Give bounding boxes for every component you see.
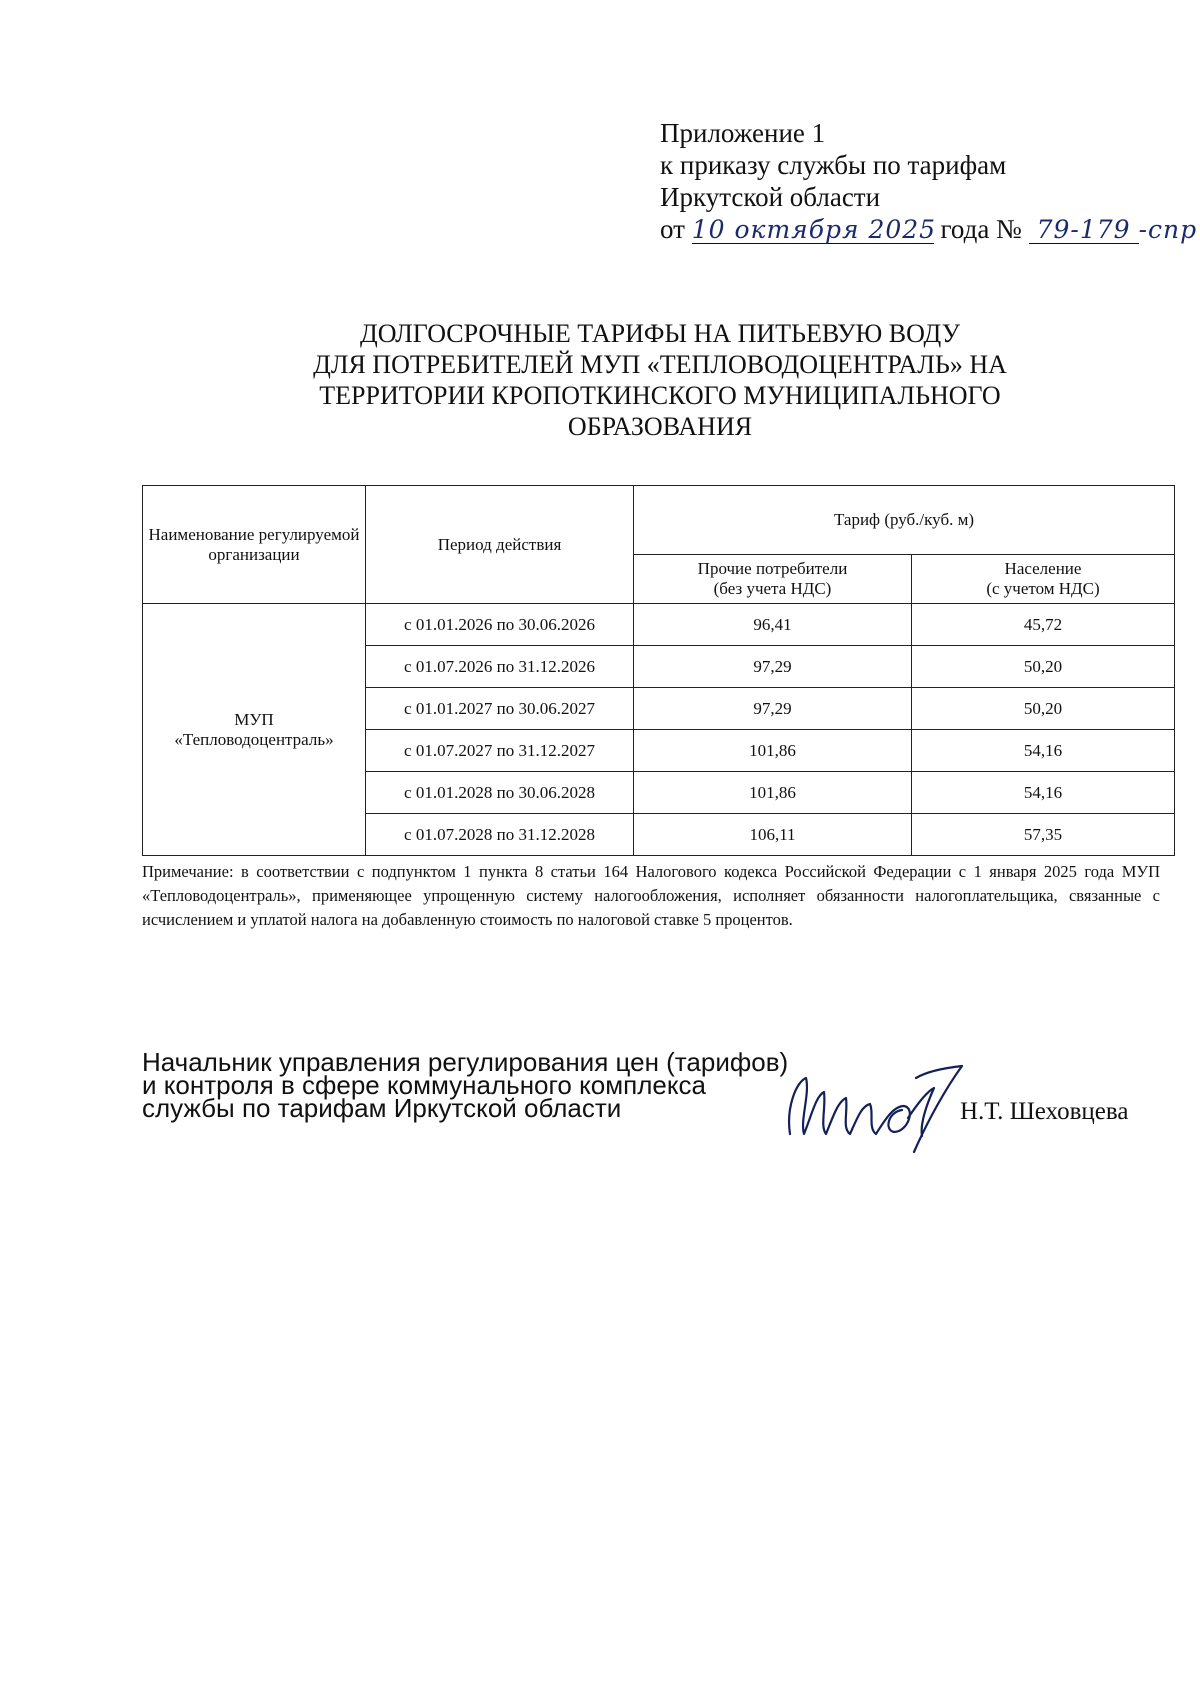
tariff-other-cell: 106,11 [634,814,912,856]
tariff-population-cell: 54,16 [912,772,1175,814]
appendix-line-2: к приказу службы по тарифам [660,150,1007,180]
handwritten-date: 10 октября 2025 [691,215,937,244]
signer-position [142,1047,789,1123]
header-tariff: Тариф (руб./куб. м) [634,486,1175,555]
period-cell: с 01.01.2028 по 30.06.2028 [366,772,634,814]
title-line-3: ТЕРРИТОРИИ КРОПОТКИНСКОГО МУНИЦИПАЛЬНОГО [319,381,1001,410]
document-title [160,318,1160,442]
header-population [912,555,1175,604]
signer-name: Н.Т. Шеховцева [960,1098,1129,1125]
period-cell: с 01.07.2028 по 31.12.2028 [366,814,634,856]
signer-line-3: службы по тарифам Иркутской области [142,1093,622,1123]
org-name-cell [143,604,366,856]
tariff-population-cell: 50,20 [912,688,1175,730]
title-line-4: ОБРАЗОВАНИЯ [567,412,753,441]
tariff-population-cell: 45,72 [912,604,1175,646]
header-pop-line-2: (с учетом НДС) [986,579,1100,598]
tariff-population-cell: 50,20 [912,646,1175,688]
org-name-line-1: МУП [234,709,274,729]
date-prefix: от [660,214,685,244]
tariff-population-cell: 54,16 [912,730,1175,772]
tariff-other-cell: 96,41 [634,604,912,646]
header-other-line-1: Прочие потребители [697,559,848,578]
period-cell: с 01.01.2026 по 30.06.2026 [366,604,634,646]
appendix-block [660,117,1197,246]
footnote: Примечание: в соответствии с подпунктом 1 пункта 8 статьи 164 Налогового кодекса Российской Федерации с 1 января 2025 года МУП «Тепловодоцентраль», применяющее упрощенную систему налогообложения, исполняет обязанности налогоплательщика, связанные с исчислением и уплатой налога на добавленную стоимость по налоговой ставке 5 процентов. [142,862,1160,929]
period-cell: с 01.07.2026 по 31.12.2026 [366,646,634,688]
handwritten-order-number: 79-179 [1029,217,1139,244]
tariff-other-cell: 97,29 [634,646,912,688]
tariff-other-cell: 101,86 [634,772,912,814]
header-other-line-2: (без учета НДС) [713,579,832,598]
signer-line-1: Начальник управления регулирования цен (тарифов) [142,1047,789,1077]
title-line-1: ДОЛГОСРОЧНЫЕ ТАРИФЫ НА ПИТЬЕВУЮ ВОДУ [359,319,961,348]
tariff-table [142,485,1175,856]
appendix-line-1: Приложение 1 [660,118,826,148]
tariff-other-cell: 101,86 [634,730,912,772]
order-number-suffix: -спр [1138,215,1198,244]
tariff-other-cell: 97,29 [634,688,912,730]
header-other-consumers [634,555,912,604]
org-name-line-2: «Тепловодоцентраль» [174,729,334,749]
header-pop-line-1: Население [1004,559,1082,578]
header-org: Наименование регулируемой организации [143,486,366,604]
appendix-date-line [660,213,1197,246]
appendix-line-3: Иркутской области [660,182,881,212]
period-cell: с 01.01.2027 по 30.06.2027 [366,688,634,730]
title-line-2: ДЛЯ ПОТРЕБИТЕЛЕЙ МУП «ТЕПЛОВОДОЦЕНТРАЛЬ» НА [313,350,1007,379]
order-number-label: года № [940,214,1022,244]
handwritten-signature [776,1048,986,1158]
tariff-population-cell: 57,35 [912,814,1175,856]
signer-line-2: и контроля в сфере коммунального комплекса [142,1070,706,1100]
table-row [143,604,1175,646]
table-header-row [143,486,1175,555]
header-period: Период действия [366,486,634,604]
period-cell: с 01.07.2027 по 31.12.2027 [366,730,634,772]
